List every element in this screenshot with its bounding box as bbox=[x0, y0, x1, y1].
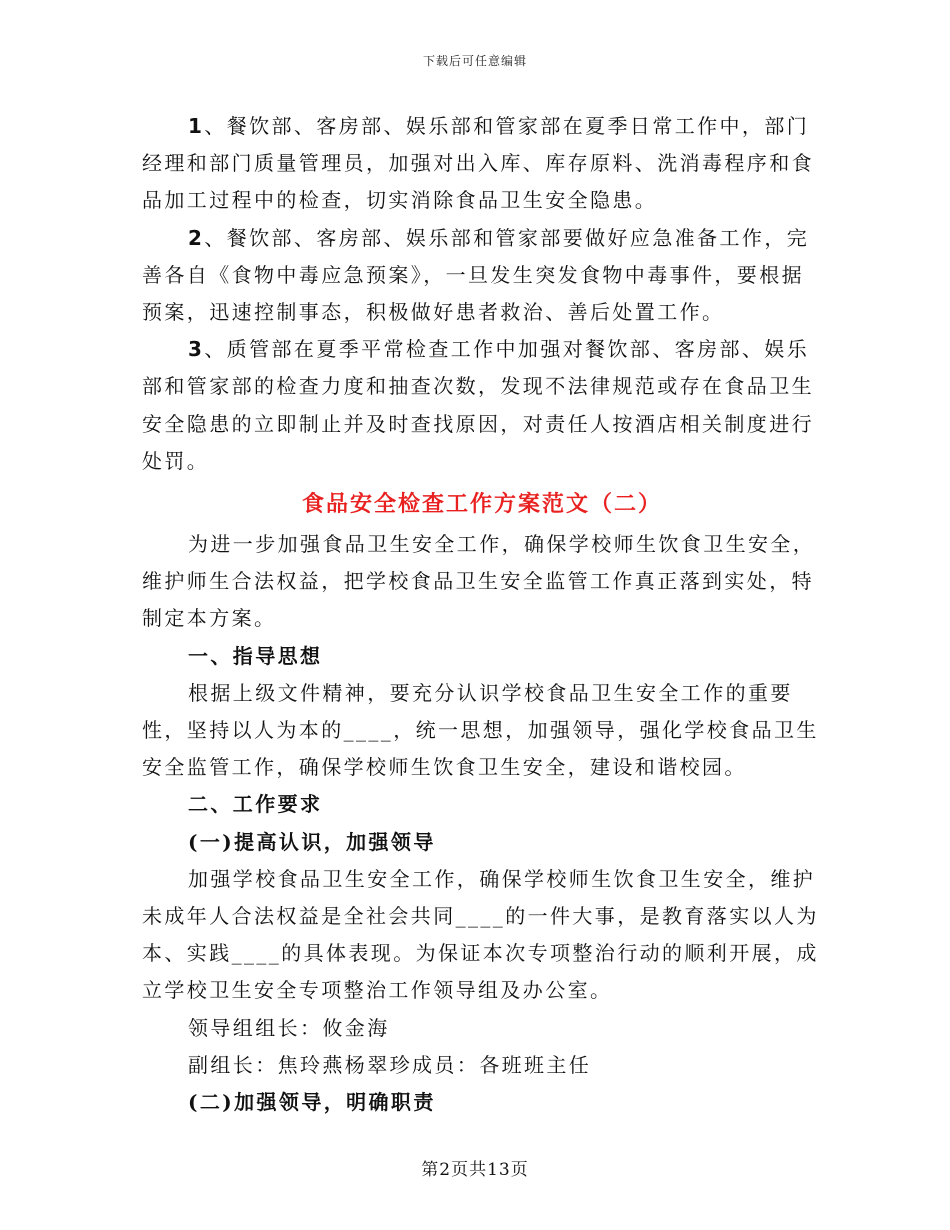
list-item-3 bbox=[142, 331, 822, 480]
deputy-line: 副组长：焦玲燕杨翠珍成员：各班班主任 bbox=[188, 1052, 592, 1077]
item-number: 1 bbox=[188, 114, 205, 138]
list-item-1 bbox=[142, 108, 822, 220]
item-text: 、餐饮部、客房部、娱乐部和管家部在夏季日常工作中，部门经理和部门质量管理员，加强对出入库、库存原料、洗消毒程序和食品加工过程中的检查，切实消除食品卫生安全隐患。 bbox=[142, 114, 814, 213]
header-note: 下载后可任意编辑 bbox=[422, 54, 527, 68]
heading-guiding-ideology: 一、指导思想 bbox=[188, 643, 323, 668]
page-footer: 第2页共13页 bbox=[421, 1160, 529, 1180]
subheading-raise-awareness: (一)提高认识，加强领导 bbox=[188, 829, 436, 854]
document-body bbox=[142, 108, 822, 1121]
leader-line: 领导组组长：攸金海 bbox=[188, 1015, 390, 1040]
list-item-2 bbox=[142, 220, 822, 332]
intro-paragraph: 为进一步加强食品卫生安全工作，确保学校师生饮食卫生安全，维护师生合法权益，把学校食品卫生安全监管工作真正落到实处，特制定本方案。 bbox=[142, 532, 816, 631]
item-text: 、质管部在夏季平常检查工作中加强对餐饮部、客房部、娱乐部和管家部的检查力度和抽查次数，发现不法律规范或存在食品卫生安全隐患的立即制止并及时查找原因，对责任人按酒店相关制度进行处罚。 bbox=[142, 337, 814, 473]
subheading-clarify-duties: (二)加强领导，明确职责 bbox=[188, 1090, 436, 1115]
item-number: 3 bbox=[188, 337, 205, 362]
raise-awareness-paragraph: 加强学校食品卫生安全工作，确保学校师生饮食卫生安全，维护未成年人合法权益是全社会共同____的一件大事，是教育落实以人为本、实践____的具体表现。为保证本次专项整治行动的顺利开展，成立学校卫生安全专项整治工作领导组及办公室。 bbox=[142, 866, 819, 1003]
heading-work-requirements: 二、工作要求 bbox=[188, 792, 323, 817]
item-text: 、餐饮部、客房部、娱乐部和管家部要做好应急准备工作，完善各自《食物中毒应急预案》，一旦发生突发食物中毒事件，要根据预案，迅速控制事态，积极做好患者救治、善后处置工作。 bbox=[142, 225, 810, 325]
section-title: 食品安全检查工作方案范文（二） bbox=[301, 491, 662, 518]
guiding-ideology-paragraph: 根据上级文件精神，要充分认识学校食品卫生安全工作的重要性，坚持以人为本的____，统一思想，加强领导，强化学校食品卫生安全监管工作，确保学校师生饮食卫生安全，建设和谐校园。 bbox=[142, 680, 819, 780]
item-number: 2 bbox=[188, 225, 205, 250]
